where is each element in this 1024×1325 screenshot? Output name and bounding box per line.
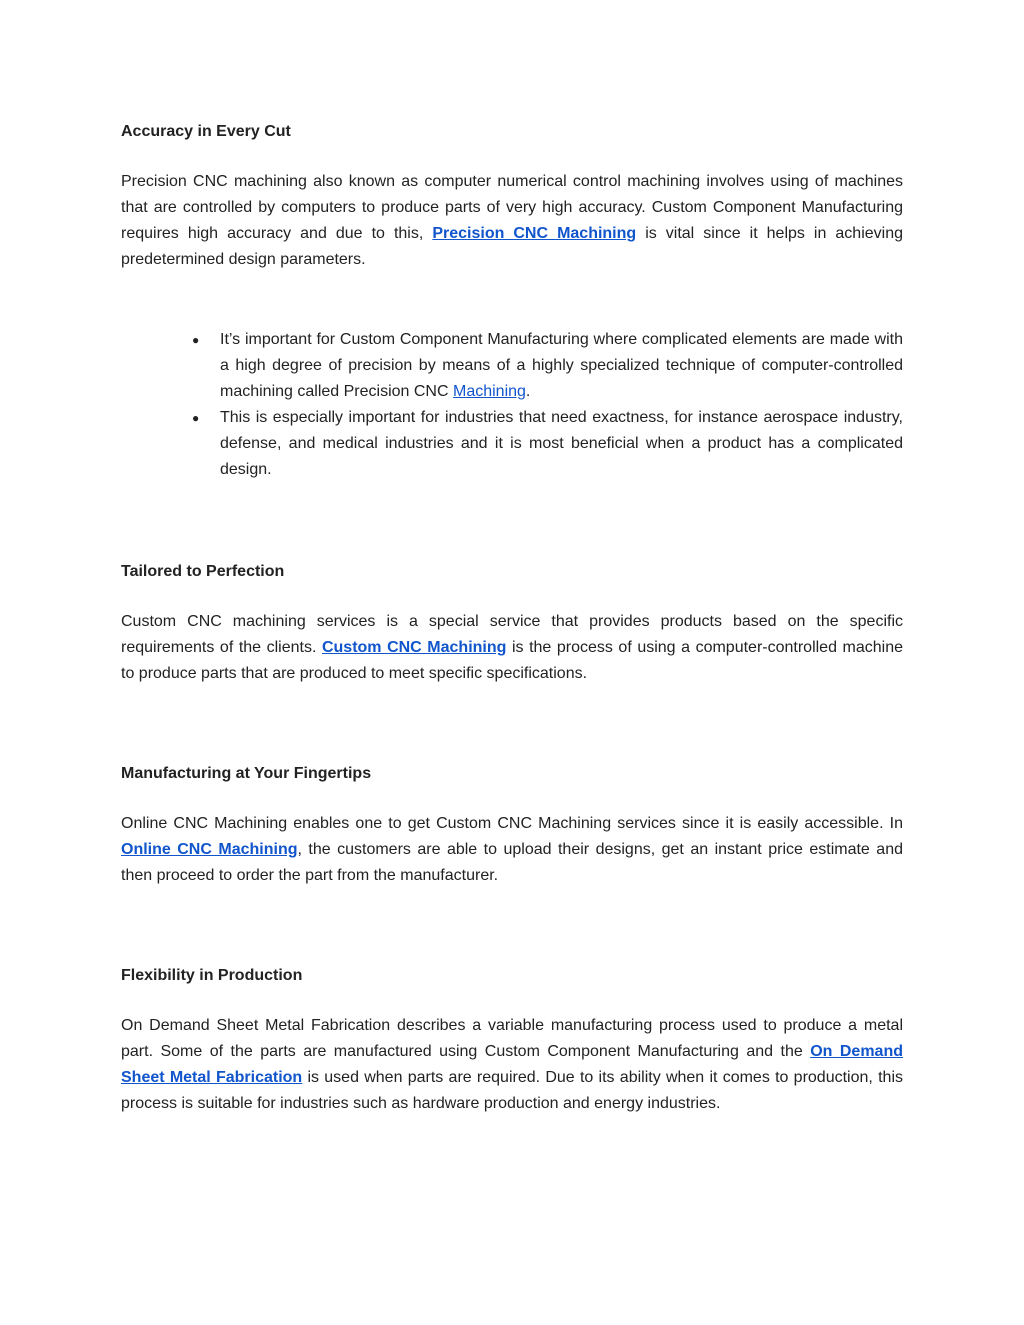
list-item-text: It’s important for Custom Component Manufacturing where complicated elements are made with a high degree of precision by means of a highly specialized technique of computer-controlled machining called Precision CNC bbox=[220, 331, 903, 400]
list-item-text: . bbox=[525, 383, 531, 400]
paragraph-text: , the customers are able to upload their designs, get an instant price estimate and then proceed to order the part from the manufacturer. bbox=[121, 841, 903, 884]
paragraph-text: Online CNC Machining enables one to get Custom CNC Machining services since it is easily accessible. In bbox=[121, 815, 903, 832]
list-item bbox=[192, 405, 903, 483]
bullet-list bbox=[121, 327, 903, 483]
paragraph-precision-cnc bbox=[121, 169, 903, 273]
paragraph-text: is vital since it helps in achieving predetermined design parameters. bbox=[121, 225, 904, 268]
paragraph-text: is used when parts are required. Due to its ability when it comes to production, this process is suitable for industries such as hardware production and energy industries. bbox=[121, 1069, 904, 1112]
section-heading-tailored: Tailored to Perfection bbox=[121, 563, 285, 580]
section-heading-fingertips: Manufacturing at Your Fingertips bbox=[121, 765, 372, 782]
paragraph-online-cnc bbox=[121, 811, 903, 889]
paragraph-text: On Demand Sheet Metal Fabrication describes a variable manufacturing process used to produce a metal part. Some of the parts are manufactured using Custom Component Manufacturing and the bbox=[121, 1017, 903, 1060]
paragraph-text: Precision CNC machining also known as computer numerical control machining involves using of machines that are controlled by computers to produce parts of very high accuracy. Custom Component Manufacturing requires high accuracy and due to this, bbox=[121, 173, 903, 242]
list-item-text: This is especially important for industries that need exactness, for instance aerospace industry, defense, and medical industries and it is most beneficial when a product has a complicated design. bbox=[220, 409, 903, 478]
link-machining[interactable]: Machining bbox=[452, 383, 526, 400]
bullet-icon: ● bbox=[192, 411, 200, 425]
link-precision-cnc-machining[interactable]: Precision CNC Machining bbox=[432, 225, 637, 242]
section-heading-flexibility: Flexibility in Production bbox=[121, 967, 303, 984]
paragraph-text: is the process of using a computer-controlled machine to produce parts that are produced to meet specific specifications. bbox=[121, 639, 904, 682]
paragraph-sheet-metal bbox=[121, 1013, 903, 1117]
link-custom-cnc-machining[interactable]: Custom CNC Machining bbox=[321, 639, 507, 656]
link-on-demand-sheet-metal-fabrication[interactable]: On Demand Sheet Metal Fabrication bbox=[121, 1043, 903, 1086]
list-item bbox=[192, 327, 903, 405]
paragraph-custom-cnc bbox=[121, 609, 903, 687]
section-heading-accuracy: Accuracy in Every Cut bbox=[121, 123, 291, 140]
document-content bbox=[121, 119, 903, 1117]
bullet-icon: ● bbox=[192, 333, 200, 347]
paragraph-text: Custom CNC machining services is a special service that provides products based on the specific requirements of the clients. bbox=[121, 613, 903, 656]
link-online-cnc-machining[interactable]: Online CNC Machining bbox=[121, 841, 298, 858]
